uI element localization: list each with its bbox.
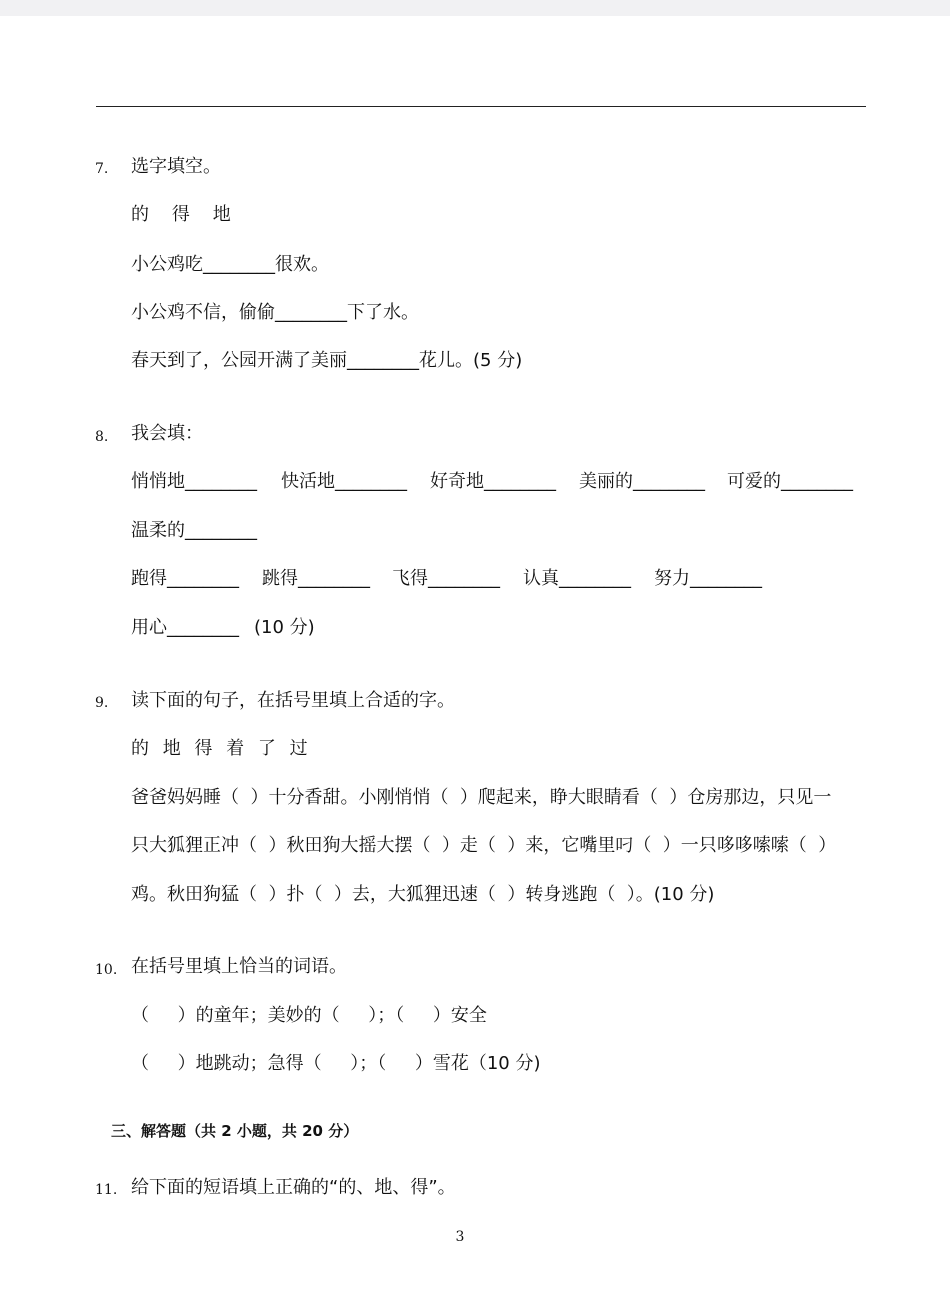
page-number: 3: [455, 1229, 465, 1245]
q8-item: 跑得________: [131, 568, 239, 589]
q8-item: 努力________: [654, 568, 762, 589]
q8-item: 认真________: [523, 568, 631, 589]
q10-line-1: （ ）的童年；美妙的（ ）；（ ）安全: [131, 1005, 487, 1026]
q8-item: 好奇地________: [430, 471, 556, 492]
q8-item: 温柔的________: [131, 520, 257, 541]
q8-item: 飞得________: [392, 568, 500, 589]
q7-line-1: 小公鸡吃________很欢。: [131, 254, 329, 275]
q9-prompt: 读下面的句子，在括号里填上合适的字。: [131, 690, 455, 711]
q11-number: 11.: [95, 1182, 118, 1198]
section-heading: 三、解答题（共 2 小题，共 20 分）: [111, 1122, 359, 1140]
q10-line-2: （ ）地跳动；急得（ ）；（ ）雪花（10 分): [131, 1053, 541, 1074]
q9-options: 的 地 得 着 了 过: [131, 738, 312, 759]
q8-item: 跳得________: [262, 568, 370, 589]
q11-prompt: 给下面的短语填上正确的“的、地、得”。: [131, 1177, 456, 1198]
q8-number: 8.: [95, 429, 109, 445]
q8-item: 可爱的________: [727, 471, 853, 492]
q8-score: (10 分): [254, 617, 315, 638]
q9-number: 9.: [95, 695, 109, 711]
q8-item: 快活地________: [281, 471, 407, 492]
q8-prompt: 我会填：: [131, 423, 203, 444]
q9-line-3: 鸡。秋田狗猛（ ）扑（ ）去，大狐狸迅速（ ）转身逃跑（ ）。(10 分): [131, 884, 715, 905]
q10-number: 10.: [95, 962, 118, 978]
q9-line-2: 只大狐狸正冲（ ）秋田狗大摇大摆（ ）走（ ）来，它嘴里叼（ ）一只哆哆嗦嗦（ ）: [131, 835, 837, 856]
q10-prompt: 在括号里填上恰当的词语。: [131, 956, 347, 977]
q7-line-3: 春天到了，公园开满了美丽________花儿。(5 分): [131, 350, 523, 371]
header-rule: [96, 106, 866, 107]
q7-options: 的 得 地: [131, 204, 231, 225]
q7-line-2: 小公鸡不信，偷偷________下了水。: [131, 302, 419, 323]
q7-number: 7.: [95, 161, 109, 177]
q8-item: 美丽的________: [579, 471, 705, 492]
q8-item: 用心________: [131, 617, 239, 638]
q7-prompt: 选字填空。: [131, 156, 221, 177]
page-top-band: [0, 0, 950, 16]
q9-line-1: 爸爸妈妈睡（ ）十分香甜。小刚悄悄（ ）爬起来，睁大眼睛看（ ）仓房那边，只见一: [131, 787, 832, 808]
q8-item: 悄悄地________: [131, 471, 257, 492]
